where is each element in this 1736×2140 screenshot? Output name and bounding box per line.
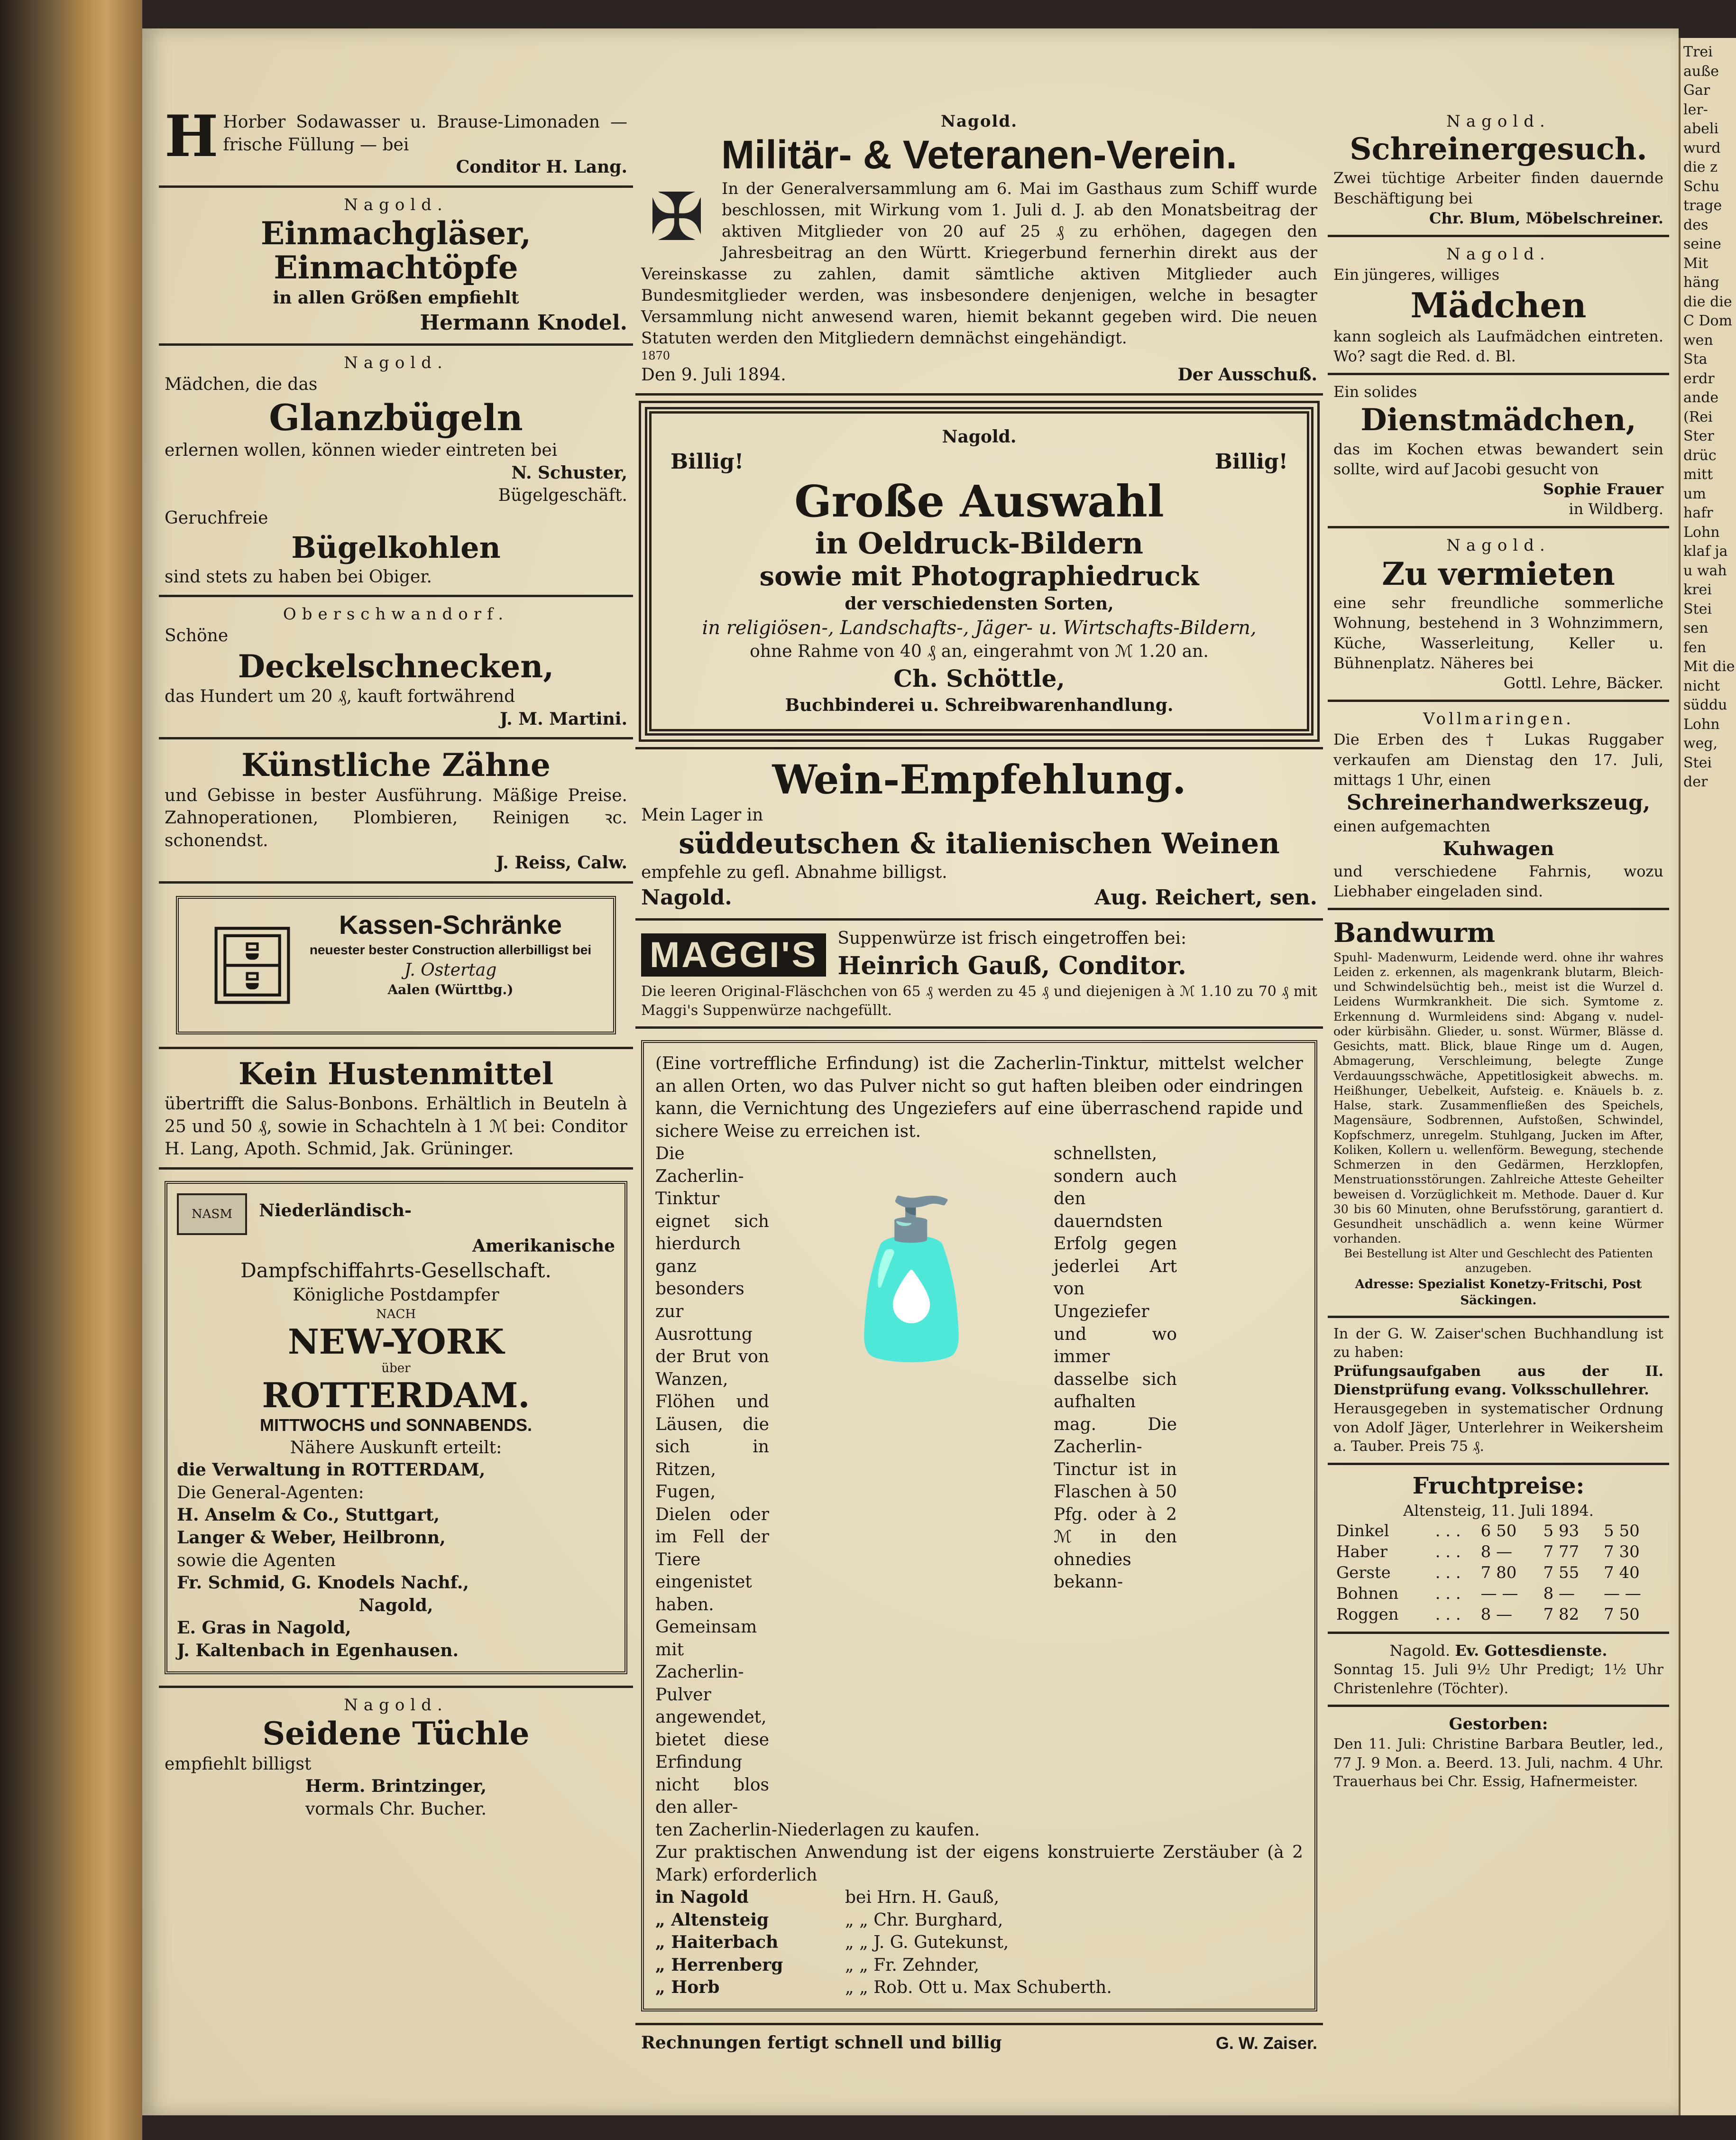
ad-title-2: Bügelkohlen — [291, 530, 501, 565]
ad-zacherlin — [635, 1029, 1323, 2025]
next-page-edge — [1679, 38, 1736, 2115]
dampf-line: die Verwaltung in ROTTERDAM, — [177, 1460, 486, 1480]
dealer-name: „ „ Rob. Ott u. Max Schuberth. — [845, 1978, 1112, 1998]
ad-gottes — [1328, 1634, 1669, 1707]
dampf-via: ROTTERDAM. — [262, 1375, 530, 1416]
ad-text: Den 11. Juli: Christine Barbara Beutler, led., 77 J. 9 Mon. a. Beerd. 13. Juli, nachm. 4 Uhr. Trauerhaus bei Chr. Essig, Hafnermeister. — [1333, 1736, 1663, 1790]
ad-left-text: Die Zacherlin-Tinktur eignet sich hierdurch ganz besonders zur Ausrottung der Brut von Wanzen, Flöhen und Läusen, die sich in Ritzen, Fugen, Dielen oder im Fell der Tiere eingenistet haben. Gemeinsam mit Zacherlin-Pulver angewendet, bietet diese Erfindung nicht blos den aller- — [655, 1144, 769, 1817]
ad-cont: ten Zacherlin-Niederlagen zu kaufen. — [655, 1820, 980, 1840]
ad-title: Militär- & Veteranen-Verein. — [721, 132, 1237, 177]
dampf-line: Langer & Weber, Heilbronn, — [177, 1527, 446, 1548]
ad-note: Zur praktischen Anwendung ist der eigens konstruierte Zerstäuber (à 2 Mark) erforderlich — [655, 1843, 1303, 1885]
dealer-name: „ „ Chr. Burghard, — [845, 1910, 1003, 1930]
ad-text: Spuhl- Madenwurm, Leidende werd. ohne ihr wahres Leiden z. erkennen, als magenkrank blutarm, Bleich- und Schwindelsüchtig beh., meist ist die Wurzel d. Leidens Wurmkrankheit. Die sich. Symtome z. Erkennung d. Wurmleidens sind: Abgang v. nudel- oder kürbisähn. Glieder, u. sonst. Würmer, Blässe d. Gesichts, matt. Blick, blaue Ringe um d. Augen, Abmagerung, Verschleimung, belegte Zunge Verdauungsschwäche, Appetitlosigkeit abwechs. m. Heißhunger, Uebelkeit, Aufsteig. e. Knäuels b. z. Halse, stark. Zusammenfließen des Speichels, Magensäure, Sodbrennen, Aufstoßen, Schwindel, Kopfschmerz, unregelm. Stuhlgang, Jucken im After, Koliken, Kollern u. wellenförm. Bewegung, stechende Schmerzen in den Gedärmen, Herzklopfen, Menstruationsstörungen. Zahlreiche Atteste Geheilter beweisen d. Vorzüglichkeit m. Methode. Dauer d. Kur 30 bis 60 Minuten, ohne Berufsstörung, garantiert d. Gesundheit unschädlich a. wenn keine Würmer vorhanden. — [1333, 950, 1663, 1246]
ad-zaiser — [1328, 1318, 1669, 1465]
ad-signer: Der Ausschuß. — [1177, 365, 1317, 385]
ad-line: in Oeldruck-Bildern — [815, 526, 1144, 561]
ad-signer: Adresse: Spezialist Konetzy-Fritschi, Post Säckingen. — [1355, 1277, 1642, 1308]
price-low: — — — [1604, 1584, 1641, 1603]
ad-dampf — [159, 1170, 633, 1688]
dealer-place: „ Altensteig — [655, 1909, 769, 1930]
ad-bandwurm — [1328, 910, 1669, 1318]
ad-title: Kassen-Schränke — [339, 910, 562, 940]
ad-title-2: Kuhwagen — [1442, 837, 1554, 860]
ad-text: das im Kochen etwas bewandert sein sollte, wird auf Jacobi gesucht von — [1333, 440, 1663, 478]
ad-signer: Heinrich Gauß, Conditor. — [837, 951, 1186, 980]
ad-militaer — [635, 104, 1323, 396]
ad-glanz — [159, 346, 633, 597]
dealer-place: „ Haiterbach — [655, 1932, 779, 1953]
ad-title: Seidene Tüchle — [262, 1715, 530, 1753]
dampf-line: MITTWOCHS und SONNABENDS. — [260, 1415, 532, 1435]
dealer-place: „ Herrenberg — [655, 1955, 783, 1975]
ad-text: eine sehr freundliche sommerliche Wohnung, bestehend in 3 Wohnzimmern, Küche, Wasserleitung, Keller u. Bühnenplatz. Näheres bei — [1333, 594, 1663, 672]
ad-line: der verschiedensten Sorten, — [845, 594, 1114, 614]
ad-title: Dienstmädchen, — [1360, 402, 1636, 438]
ad-signer: Chr. Blum, Möbelschreiner. — [1429, 209, 1663, 227]
ad-title: Bandwurm — [1333, 917, 1496, 949]
ad-signer: J. Reiss, Calw. — [496, 853, 627, 873]
ad-title: Fruchtpreise: — [1412, 1472, 1585, 1499]
place-label: Nagold. — [940, 112, 1018, 131]
dealer-list — [655, 1886, 1303, 1999]
price-high: — — — [1480, 1584, 1518, 1603]
ad-line: Suppenwürze ist frisch eingetroffen bei: — [837, 928, 1187, 948]
price-mid: 7 82 — [1543, 1605, 1580, 1624]
price-mid: 5 93 — [1543, 1521, 1580, 1540]
ad-gestorben — [1328, 1707, 1669, 1798]
grain-dots: . . . — [1435, 1563, 1461, 1582]
maggi-lines — [837, 927, 1186, 982]
dampf-line: Dampfschiffahrts-Gesellschaft. — [240, 1259, 551, 1282]
place-label: Nagold. — [344, 353, 448, 373]
horber-text: Horber Sodawasser u. Brause-Limonaden — frische Füllung — bei — [223, 112, 627, 155]
table-row — [1333, 1562, 1663, 1583]
cross-year: 1870 — [641, 349, 671, 363]
dealer-row — [655, 1931, 1303, 1954]
ad-date: Den 9. Juli 1894. — [641, 365, 786, 385]
ad-text: In der G. W. Zaiser'schen Buchhandlung ist zu haben: — [1333, 1325, 1663, 1361]
dampf-line: E. Gras in Nagold, — [177, 1618, 351, 1638]
ad-text-2: sind stets zu haben bei Obiger. — [165, 567, 432, 587]
ad-maedchen — [1328, 237, 1669, 375]
place-label: Nagold. — [1446, 112, 1551, 131]
ad-signer: Aug. Reichert, sen. — [1094, 885, 1317, 910]
ad-husten — [159, 1049, 633, 1170]
ad-title: Schreinergesuch. — [1350, 131, 1647, 167]
dealer-name: „ „ Fr. Zehnder, — [845, 1955, 980, 1975]
place-label: Nagold. — [344, 195, 448, 214]
ad-title: Wein-Empfehlung. — [772, 756, 1186, 803]
ad-signer: N. Schuster, — [511, 462, 627, 483]
billig-label: Billig! — [671, 450, 744, 474]
zacherlin-body — [655, 1143, 1303, 1818]
ad-line: empfehle zu gefl. Abnahme billigst. — [641, 863, 947, 883]
next-page-text: Trei auße Gar ler- abeli wurd die z Schu trage des seine Mit häng die die C Dom wen Sta erdr ande (Rei Ster drüc mitt um hafr Lohn klaf ja u wah krei Stei sen fen Mit die nicht süddu Lohn weg, Stei der — [1683, 44, 1735, 790]
book-edge — [0, 0, 142, 2140]
militaer-footer — [641, 364, 1317, 387]
ad-einmach — [159, 188, 633, 346]
ad-sub: neuester bester Construction allerbilligst bei — [309, 942, 592, 957]
ad-line: Mein Lager in — [641, 805, 763, 825]
ad-footer — [635, 2025, 1323, 2061]
ad-text-2: Herausgegeben in systematischer Ordnung von Adolf Jäger, Unterlehrer in Weikersheim a. Tauber. Preis 75 ₰. — [1333, 1401, 1663, 1455]
grain-name: Bohnen — [1336, 1584, 1399, 1603]
dealer-row — [655, 1886, 1303, 1909]
ad-signer: Ch. Schöttle, — [893, 664, 1065, 692]
ad-intro: (Eine vortreffliche Erfindung) ist die Zacherlin-Tinktur, mittelst welcher an allen Orten, wo das Pulver nicht so gut haften bleiben oder eindringen kann, die Vernichtung des Ungeziefers auf eine überraschend rapide und sichere Weise zu erreichen ist. — [655, 1054, 1303, 1141]
ad-zaehne — [159, 739, 633, 884]
grain-price-table — [1333, 1521, 1663, 1625]
table-row — [1333, 1604, 1663, 1625]
ad-title: Große Auswahl — [794, 476, 1164, 527]
dampf-line: NACH — [376, 1307, 416, 1322]
dealer-name: bei Hrn. H. Gauß, — [845, 1888, 1000, 1908]
price-mid: 7 55 — [1543, 1563, 1580, 1582]
ad-title: Einmachgläser, Einmachtöpfe — [260, 214, 532, 286]
ad-line: ohne Rahme von 40 ₰ an, eingerahmt von ℳ 1.20 an. — [750, 642, 1209, 662]
ad-line: in religiösen-, Landschafts-, Jäger- u. Wirtschafts-Bildern, — [702, 617, 1257, 639]
ad-tuechle — [159, 1688, 633, 1827]
ad-text: in allen Größen empfiehlt — [273, 287, 519, 308]
wein-footer — [641, 884, 1317, 912]
ad-subtitle: Altensteig, 11. Juli 1894. — [1403, 1501, 1594, 1520]
dampf-line: Nagold, — [358, 1595, 433, 1615]
price-high: 7 80 — [1480, 1563, 1517, 1582]
price-high: 8 — — [1480, 1605, 1513, 1624]
grain-dots: . . . — [1435, 1605, 1461, 1624]
ad-text-3: und verschiedene Fahrnis, wozu Liebhaber eingeladen sind. — [1333, 862, 1663, 900]
dampf-line: Amerikanische — [472, 1236, 615, 1256]
grain-name: Gerste — [1336, 1563, 1391, 1582]
price-low: 5 50 — [1604, 1521, 1640, 1540]
dealer-name: „ „ J. G. Gutekunst, — [845, 1933, 1009, 1953]
ad-title: Künstliche Zähne — [241, 747, 551, 784]
safe-icon: 🗄 — [204, 920, 301, 1009]
ad-vermieten — [1328, 528, 1669, 702]
ad-title: Deckelschnecken, — [238, 647, 554, 685]
ad-signer-2: in Wildberg. — [1569, 500, 1663, 518]
grain-name: Dinkel — [1336, 1521, 1389, 1540]
ad-signer-2: vormals Chr. Bucher. — [305, 1799, 487, 1819]
ad-title: Zu vermieten — [1382, 555, 1615, 592]
horber-signer: Conditor H. Lang. — [456, 157, 627, 177]
ad-intro-2: Geruchfreie — [165, 508, 268, 528]
dampf-destination: NEW-YORK — [287, 1321, 505, 1362]
ad-title: Kein Hustenmittel — [238, 1056, 554, 1092]
ad-frucht — [1328, 1465, 1669, 1634]
dampf-line: Fr. Schmid, G. Knodels Nachf., — [177, 1573, 469, 1593]
dropcap-h: H — [165, 103, 219, 170]
flag-icon: NASM — [177, 1193, 247, 1235]
ad-title: Mädchen — [1410, 285, 1587, 326]
dampf-line: Niederländisch- — [259, 1200, 412, 1221]
ad-intro: Ein solides — [1333, 382, 1417, 401]
middle-column — [635, 104, 1323, 2061]
ad-signer: Hermann Knodel. — [420, 311, 627, 335]
place-label: Oberschwandorf. — [283, 605, 509, 624]
dampf-frame — [165, 1181, 627, 1674]
price-low: 7 50 — [1604, 1605, 1640, 1624]
ad-schreiner — [1328, 104, 1669, 237]
ad-text: Zwei tüchtige Arbeiter finden dauernde Beschäftigung bei — [1333, 169, 1663, 207]
ad-kassen — [159, 884, 633, 1049]
ad-intro: Ein jüngeres, williges — [1333, 266, 1500, 284]
dealer-row — [655, 1976, 1303, 1999]
ad-signer: J. Ostertag — [404, 960, 497, 980]
oeldruck-frame — [645, 407, 1313, 736]
place-label: Nagold. — [1389, 1641, 1451, 1660]
price-high: 8 — — [1480, 1542, 1513, 1561]
ad-title: Gestorben: — [1449, 1715, 1548, 1734]
grain-name: Haber — [1336, 1542, 1388, 1561]
ad-text: und Gebisse in bester Ausführung. Mäßige Preise. Zahnoperationen, Plombieren, Reinigen ꝛc. schonendst. — [165, 785, 627, 850]
footer-text: Rechnungen fertigt schnell und billig — [641, 2032, 1002, 2053]
ad-text: Die Erben des † Lukas Ruggaber verkaufen am Dienstag den 17. Juli, mittags 1 Uhr, einen — [1333, 730, 1663, 789]
price-mid: 7 77 — [1543, 1542, 1580, 1561]
dampf-line: sowie die Agenten — [177, 1550, 336, 1570]
iron-cross-icon: ✠ — [649, 179, 705, 257]
ad-text: übertrifft die Salus-Bonbons. Erhältlich in Beuteln à 25 und 50 ₰, sowie in Schachteln à 1 ℳ bei: Conditor H. Lang, Apoth. Schmid, Jak. Grüninger. — [165, 1094, 627, 1159]
ad-maggi — [635, 921, 1323, 1029]
table-row — [1333, 1521, 1663, 1541]
billig-row — [671, 448, 1288, 476]
grain-name: Roggen — [1336, 1605, 1399, 1624]
right-column — [1328, 104, 1669, 1798]
place-label: Vollmaringen. — [1423, 710, 1574, 729]
ad-text: empfiehlt billigst — [165, 1754, 312, 1774]
ad-title: Schreinerhandwerkszeug, — [1346, 791, 1651, 815]
ad-place: Nagold. — [641, 885, 732, 910]
place-label: Nagold. — [942, 426, 1017, 447]
price-mid: 8 — — [1543, 1584, 1575, 1603]
dampf-line: über — [381, 1361, 411, 1375]
ad-deckel — [159, 597, 633, 739]
ad-text: das Hundert um 20 ₰, kauft fortwährend — [165, 687, 515, 707]
maggi-logo: MAGGI'S — [641, 933, 826, 977]
dampf-line: Königliche Postdampfer — [293, 1285, 499, 1305]
ad-right-text: schnellsten, sondern auch den dauerndsten Erfolg gegen jederlei Art von Ungeziefer und wo immer dasselbe sich aufhalten mag. Die Zacherlin-Tinctur ist in Flaschen à 50 Pfg. oder à 2 ℳ in den ohnedies bekann- — [1054, 1144, 1177, 1592]
price-low: 7 30 — [1604, 1542, 1640, 1561]
dealer-place: in Nagold — [655, 1887, 749, 1908]
ad-signer: Gottl. Lehre, Bäcker. — [1503, 674, 1663, 692]
ad-place: Aalen (Württbg.) — [387, 982, 514, 998]
ad-text: Sonntag 15. Juli 9½ Uhr Predigt; 1½ Uhr Christenlehre (Töchter). — [1333, 1661, 1663, 1697]
ad-horber — [159, 104, 633, 188]
maggi-header — [641, 927, 1317, 982]
ad-oeldruck — [635, 396, 1323, 750]
table-row — [1333, 1583, 1663, 1604]
dampf-line: J. Kaltenbach in Egenhausen. — [177, 1640, 459, 1660]
dealer-row — [655, 1954, 1303, 1977]
price-high: 6 50 — [1480, 1521, 1517, 1540]
ad-line: süddeutschen & italienischen Weinen — [679, 827, 1280, 861]
woman-spray-illustration-icon: 🧴 — [817, 1190, 1006, 1367]
ad-text: Die leeren Original-Fläschchen von 65 ₰ werden zu 45 ₰ und diejenigen à ℳ 1.10 zu 70 ₰ mit Maggi's Suppenwürze nachgefüllt. — [641, 983, 1317, 1019]
ad-line: sowie mit Photographiedruck — [759, 560, 1199, 592]
ad-text: In der Generalversammlung am 6. Mai im Gasthaus zum Schiff wurde beschlossen, mit Wirkung vom 1. Juli d. J. ab den Monatsbeitrag der aktiven Mitglieder von 20 auf 25 ₰ zu erhöhen, dagegen den Jahresbeitrag an den Württ. Kriegerbund fernerhin direkt aus der Vereinskasse zu zahlen, damit sämtliche aktiven Mitglieder auch Bundesmitglieder werden, was insbesondere denjenigen, welche in besagter Versammlung nicht anwesend waren, hiemit bekannt gegeben wird. Die neuen Statuten werden den Mitgliedern demnächst eingehändigt. — [641, 179, 1317, 348]
footer-signer: G. W. Zaiser. — [1215, 2033, 1317, 2053]
grain-dots: . . . — [1435, 1521, 1461, 1540]
ad-signer: J. M. Martini. — [499, 709, 627, 729]
ad-dienst — [1328, 375, 1669, 528]
ad-intro: Mädchen, die das — [165, 375, 318, 395]
zacherlin-frame — [641, 1040, 1317, 2011]
ad-text-2: einen aufgemachten — [1333, 817, 1490, 836]
dampf-line: H. Anselm & Co., Stuttgart, — [177, 1505, 440, 1525]
dampf-header — [177, 1193, 615, 1258]
dampf-line: Nähere Auskunft erteilt: — [290, 1438, 502, 1457]
place-label: Nagold. — [344, 1696, 448, 1715]
ad-title: Ev. Gottesdienste. — [1455, 1641, 1607, 1660]
grain-dots: . . . — [1435, 1584, 1461, 1603]
ad-signer: Herm. Brintzinger, — [305, 1776, 487, 1797]
kassen-frame — [176, 896, 616, 1034]
ad-title: Glanzbügeln — [269, 396, 523, 439]
dampf-line: Die General-Agenten: — [177, 1483, 364, 1503]
place-label: Nagold. — [1446, 245, 1551, 264]
dealer-row — [655, 1909, 1303, 1932]
ad-signer-2: Bügelgeschäft. — [498, 486, 627, 506]
price-low: 7 40 — [1604, 1563, 1640, 1582]
billig-label: Billig! — [1214, 450, 1288, 474]
ad-signer-2: Buchbinderei u. Schreibwarenhandlung. — [785, 695, 1174, 715]
ad-wein — [635, 749, 1323, 921]
ad-vollmaringen — [1328, 702, 1669, 910]
place-label: Nagold. — [1446, 535, 1551, 555]
ad-text: erlernen wollen, können wieder eintreten bei — [165, 441, 558, 461]
left-column — [159, 104, 633, 1827]
ad-intro: Schöne — [165, 626, 229, 646]
dealer-place: „ Horb — [655, 1977, 720, 1998]
ad-title: Prüfungsaufgaben aus der II. Dienstprüfung evang. Volksschullehrer. — [1333, 1363, 1663, 1399]
grain-dots: . . . — [1435, 1542, 1461, 1561]
ad-text: kann sogleich als Laufmädchen eintreten. Wo? sagt die Red. d. Bl. — [1333, 327, 1663, 365]
table-row — [1333, 1541, 1663, 1562]
ad-note: Bei Bestellung ist Alter und Geschlecht des Patienten anzugeben. — [1344, 1246, 1653, 1275]
ad-signer: Sophie Frauer — [1543, 480, 1663, 498]
